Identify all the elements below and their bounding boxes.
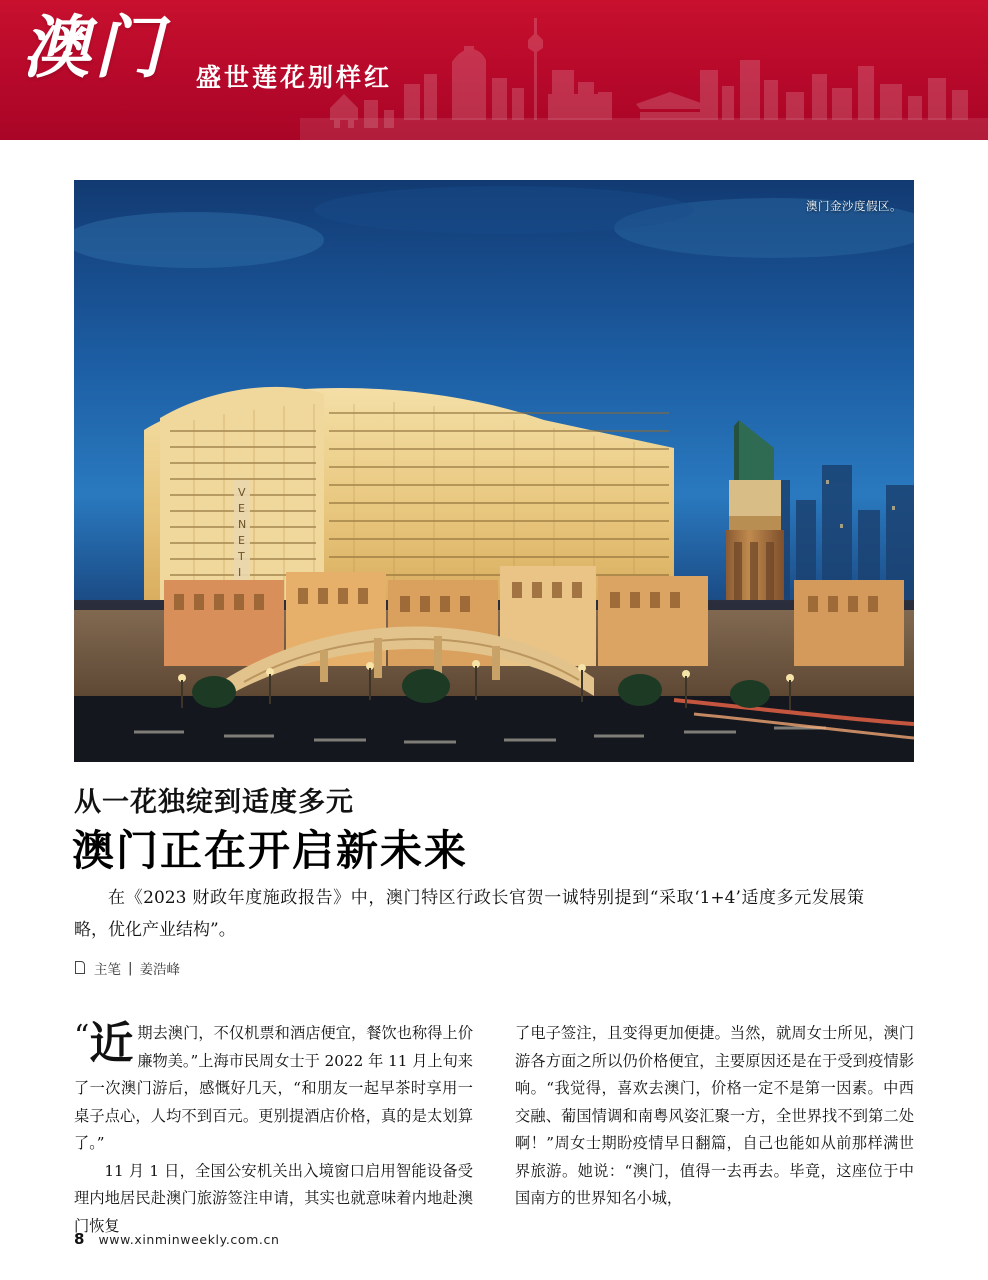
article-standfirst: 在《2023 财政年度施政报告》中，澳门特区行政长官贺一诚特别提到“采取‘1+4’适度多元发展策略，优化产业结构”。 (74, 888, 864, 940)
article-headline: 澳门正在开启新未来 (72, 826, 469, 875)
article-byline (74, 958, 180, 978)
magazine-header-banner (0, 0, 988, 140)
magazine-page (0, 140, 988, 1280)
open-quote-mark: “ (74, 1019, 90, 1054)
drop-cap: 近 (89, 1018, 134, 1069)
page-footer (74, 1230, 279, 1248)
body-paragraph: 了电子签注，且变得更加便捷。当然，就周女士所见，澳门游各方面之所以仍价格便宜，主要原因还是在于受到疫情影响。“我觉得，喜欢去澳门，价格一定不是第一因素。中西交融、葡国情调和南粤风姿汇聚一方，全世界找不到第二处啊！”周女士期盼疫情早日翻篇，自己也能如从前那样满世界旅游。她说：“澳门，值得一去再去。毕竟，这座位于中国南方的世界知名小城， (515, 1024, 914, 1207)
body-column-right (515, 1020, 914, 1220)
body-paragraph (74, 1020, 473, 1158)
svg-text:I: I (238, 566, 242, 579)
pen-icon (74, 961, 87, 975)
footer-website: www.xinminweekly.com.cn (98, 1232, 280, 1247)
body-paragraph-text: 期去澳门，不仅机票和酒店便宜，餐饮也称得上价廉物美。”上海市民周女士于 2022 年 11 月上旬来了一次澳门游后，感慨好几天，“和朋友一起早茶时享用一桌子点心，人均不到百元。更别提酒店价格，真的是太划算了。” (74, 1024, 473, 1152)
banner-subtitle: 盛世莲花别样红 (196, 63, 393, 92)
byline-role: 主笔 (94, 962, 121, 978)
hero-photo-caption: 澳门金沙度假区。 (806, 199, 902, 213)
svg-text:E: E (238, 534, 245, 547)
page-number: 8 (74, 1230, 85, 1248)
body-column-left (74, 1018, 473, 1235)
svg-text:N: N (238, 518, 247, 531)
venetian-macau-night-illustration (74, 180, 914, 762)
article-kicker: 从一花独绽到适度多元 (74, 787, 354, 818)
svg-text:E: E (238, 502, 245, 515)
hero-photo (74, 180, 914, 762)
banner-logo-text: 澳门 (22, 8, 167, 88)
article-body-columns (74, 1018, 914, 1235)
svg-text:T: T (238, 550, 245, 563)
byline-separator: | (128, 960, 133, 976)
svg-text:V: V (238, 486, 246, 499)
byline-author: 姜浩峰 (139, 962, 181, 978)
body-paragraph: 11 月 1 日，全国公安机关出入境窗口启用智能设备受理内地居民赴澳门旅游签注申请，其实也就意味着内地赴澳门恢复 (74, 1161, 473, 1235)
